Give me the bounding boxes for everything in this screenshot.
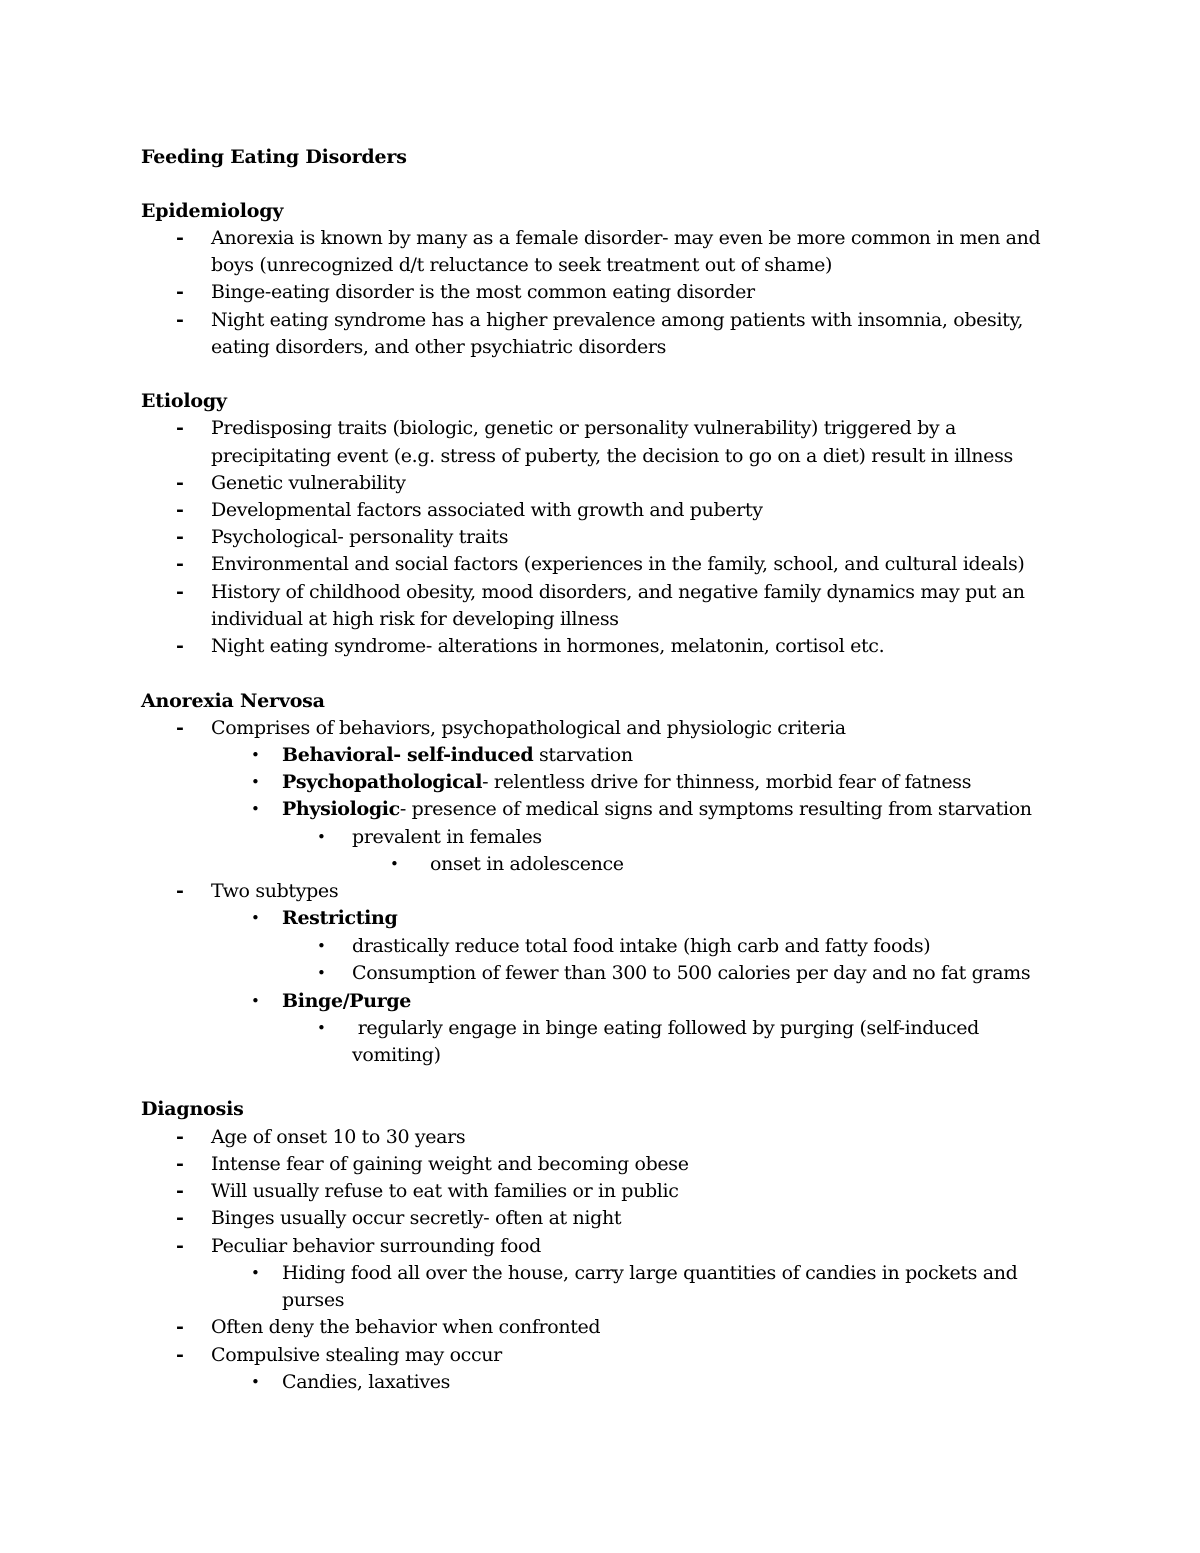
list-item: Binge-eating disorder is the most common eating disorder bbox=[211, 281, 755, 303]
bullet-marker: • bbox=[317, 1019, 326, 1037]
subtype-restricting bbox=[282, 905, 397, 932]
dash-marker: - bbox=[176, 553, 184, 575]
list-item: Intense fear of gaining weight and becoming obese bbox=[211, 1153, 689, 1175]
bullet-marker: • bbox=[251, 909, 260, 927]
subtype-label: Restricting bbox=[282, 907, 398, 929]
subtype-label: Binge/Purge bbox=[282, 990, 412, 1012]
dash-marker: - bbox=[176, 1180, 184, 1202]
subtype-binge-purge bbox=[282, 988, 411, 1015]
dash-marker: - bbox=[176, 1126, 184, 1148]
list-item: Environmental and social factors (experiences in the family, school, and cultural ideals) bbox=[211, 553, 1025, 575]
bullet-marker: • bbox=[317, 828, 326, 846]
list-item-psychopathological bbox=[282, 769, 971, 796]
list-item: Comprises of behaviors, psychopathological and physiologic criteria bbox=[211, 717, 846, 739]
list-item: Predisposing traits (biologic, genetic or personality vulnerability) triggered by a bbox=[211, 417, 956, 439]
list-item: Developmental factors associated with growth and puberty bbox=[211, 499, 763, 521]
list-item: regularly engage in binge eating followed by purging (self-induced bbox=[352, 1017, 979, 1039]
dash-marker: - bbox=[176, 717, 184, 739]
bullet-marker: • bbox=[317, 964, 326, 982]
list-item: Night eating syndrome has a higher prevalence among patients with insomnia, obesity, bbox=[211, 309, 1024, 331]
list-item: History of childhood obesity, mood disorders, and negative family dynamics may put an bbox=[211, 581, 1025, 603]
dash-marker: - bbox=[176, 227, 184, 249]
list-item: Hiding food all over the house, carry large quantities of candies in pockets and bbox=[282, 1262, 1018, 1284]
document-title: Feeding Eating Disorders bbox=[141, 146, 407, 168]
dash-marker: - bbox=[176, 581, 184, 603]
dash-marker: - bbox=[176, 1235, 184, 1257]
bullet-marker: • bbox=[317, 937, 326, 955]
dash-marker: - bbox=[176, 1153, 184, 1175]
list-item: Compulsive stealing may occur bbox=[211, 1344, 502, 1366]
dash-marker: - bbox=[176, 635, 184, 657]
dash-marker: - bbox=[176, 417, 184, 439]
list-item: onset in adolescence bbox=[430, 853, 624, 875]
dash-marker: - bbox=[176, 1207, 184, 1229]
list-item: Two subtypes bbox=[211, 880, 339, 902]
bullet-marker: • bbox=[390, 855, 399, 873]
bullet-marker: • bbox=[251, 773, 260, 791]
term-text: - presence of medical signs and symptoms resulting from starvation bbox=[399, 798, 1032, 820]
list-item-continuation: precipitating event (e.g. stress of puberty, the decision to go on a diet) result in illness bbox=[211, 445, 1013, 467]
heading-anorexia-nervosa: Anorexia Nervosa bbox=[141, 690, 325, 712]
dash-marker: - bbox=[176, 1316, 184, 1338]
list-item-continuation: purses bbox=[282, 1289, 345, 1311]
bullet-marker: • bbox=[251, 746, 260, 764]
dash-marker: - bbox=[176, 472, 184, 494]
list-item: Consumption of fewer than 300 to 500 calories per day and no fat grams bbox=[352, 962, 1031, 984]
dash-marker: - bbox=[176, 526, 184, 548]
list-item-physiologic bbox=[282, 796, 1032, 823]
term-text: starvation bbox=[533, 744, 633, 766]
list-item: drastically reduce total food intake (high carb and fatty foods) bbox=[352, 935, 931, 957]
list-item: Binges usually occur secretly- often at night bbox=[211, 1207, 622, 1229]
heading-diagnosis: Diagnosis bbox=[141, 1098, 244, 1120]
term-label: Psychopathological bbox=[282, 771, 483, 793]
dash-marker: - bbox=[176, 309, 184, 331]
list-item-continuation: vomiting) bbox=[352, 1044, 441, 1066]
term-text: - relentless drive for thinness, morbid fear of fatness bbox=[482, 771, 972, 793]
heading-epidemiology: Epidemiology bbox=[141, 200, 284, 222]
list-item: Psychological- personality traits bbox=[211, 526, 509, 548]
list-item-continuation: boys (unrecognized d/t reluctance to seek treatment out of shame) bbox=[211, 254, 833, 276]
bullet-marker: • bbox=[251, 1373, 260, 1391]
dash-marker: - bbox=[176, 499, 184, 521]
list-item-behavioral bbox=[282, 742, 633, 769]
term-label: Physiologic bbox=[282, 798, 400, 820]
list-item: Night eating syndrome- alterations in hormones, melatonin, cortisol etc. bbox=[211, 635, 885, 657]
dash-marker: - bbox=[176, 281, 184, 303]
list-item-continuation: eating disorders, and other psychiatric disorders bbox=[211, 336, 667, 358]
heading-etiology: Etiology bbox=[141, 390, 227, 412]
list-item: Genetic vulnerability bbox=[211, 472, 406, 494]
bullet-marker: • bbox=[251, 992, 260, 1010]
list-item: Peculiar behavior surrounding food bbox=[211, 1235, 541, 1257]
list-item: Candies, laxatives bbox=[282, 1371, 451, 1393]
term-label: Behavioral- self-induced bbox=[282, 744, 534, 766]
list-item: Age of onset 10 to 30 years bbox=[211, 1126, 466, 1148]
dash-marker: - bbox=[176, 880, 184, 902]
bullet-marker: • bbox=[251, 1264, 260, 1282]
list-item: prevalent in females bbox=[352, 826, 542, 848]
dash-marker: - bbox=[176, 1344, 184, 1366]
bullet-marker: • bbox=[251, 800, 260, 818]
list-item: Often deny the behavior when confronted bbox=[211, 1316, 601, 1338]
list-item: Will usually refuse to eat with families or in public bbox=[211, 1180, 679, 1202]
list-item-continuation: individual at high risk for developing illness bbox=[211, 608, 619, 630]
list-item: Anorexia is known by many as a female disorder- may even be more common in men and bbox=[211, 227, 1041, 249]
